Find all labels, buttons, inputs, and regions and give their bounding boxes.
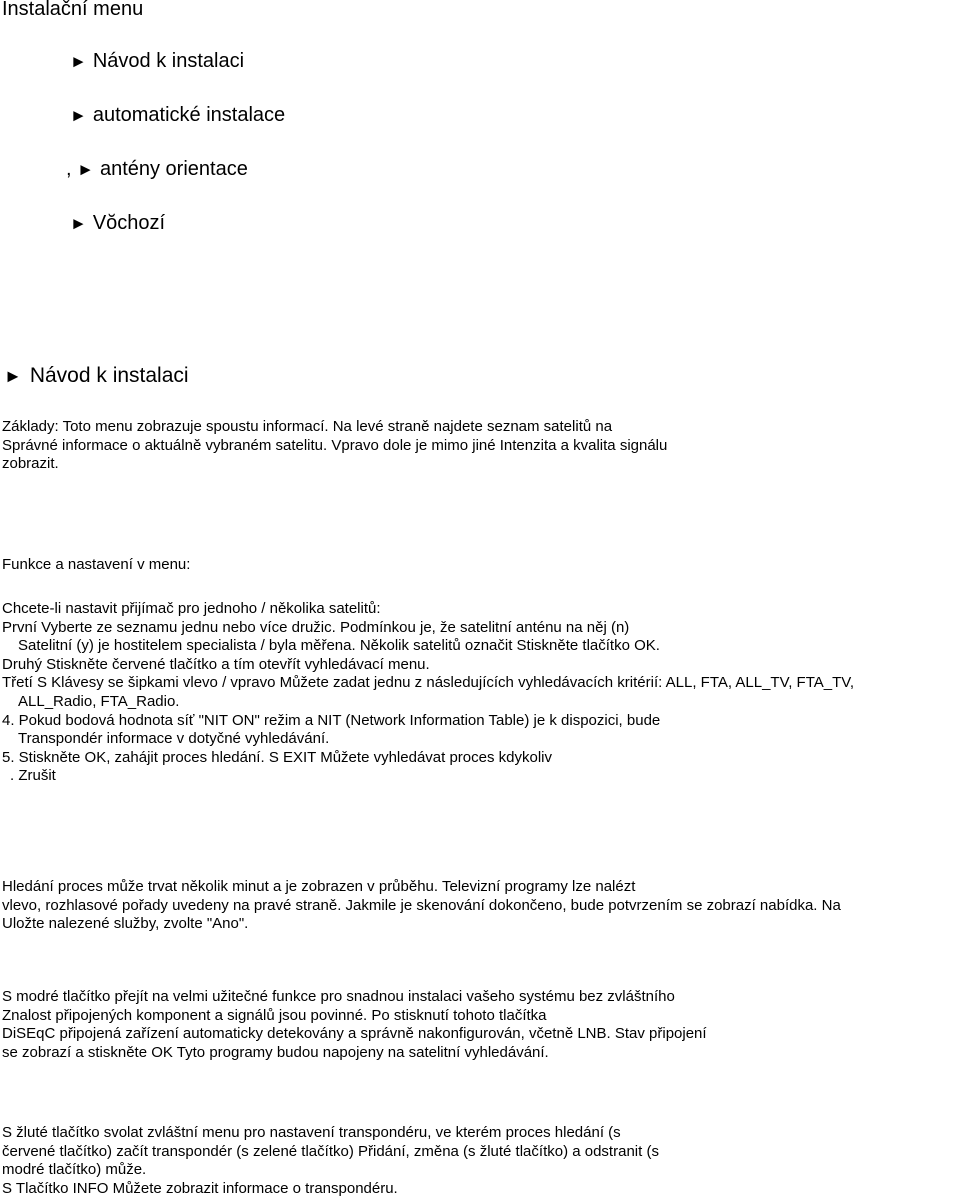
search-line: Hledání proces může trvat několik minut a je zobrazen v průběhu. Televizní programy lze nalézt xyxy=(2,878,636,895)
section-heading xyxy=(4,364,189,388)
intro-line: Správné informace o aktuálně vybraném satelitu. Vpravo dole je mimo jiné Intenzita a kvalita signálu xyxy=(2,436,668,454)
play-arrow-icon: ► xyxy=(70,214,87,233)
step-line: . Zrušit xyxy=(10,767,56,785)
play-arrow-icon: ► xyxy=(4,366,22,386)
step-line: Druhý Stiskněte červené tlačítko a tím otevřít vyhledávací menu. xyxy=(2,655,430,673)
menu-item-label: antény orientace xyxy=(99,158,248,180)
step-line: Chcete-li nastavit přijímač pro jednoho / několika satelitů: xyxy=(2,600,381,617)
menu-item-label: Návod k instalaci xyxy=(92,50,245,72)
step-line: Transpondér informace v dotyčné vyhledávání. xyxy=(18,730,330,748)
search-line: Uložte nalezené služby, zvolte "Ano". xyxy=(2,915,249,933)
menu-item-default[interactable] xyxy=(70,212,165,235)
intro-line: zobrazit. xyxy=(2,455,59,473)
step-line: První Vyberte ze seznamu jednu nebo více družic. Podmínkou je, že satelitní anténu na něj (n) xyxy=(2,618,630,636)
blue-button-paragraph xyxy=(2,988,707,1062)
yellow-line: červené tlačítko) začít transpondér (s zelené tlačítko) Přidání, změna (s žluté tlačítko) a odstranit (s xyxy=(2,1142,659,1160)
step-line: Třetí S Klávesy se šipkami vlevo / vpravo Můžete zadat jednu z následujících vyhledávacích kritérií: ALL, FTA, ALL_TV, FTA_TV, xyxy=(2,674,855,692)
blue-line: DiSEqC připojená zařízení automaticky detekovány a správně nakonfigurován, včetně LNB. Stav připojení xyxy=(2,1025,707,1043)
menu-item-prefix: , xyxy=(66,158,78,180)
yellow-line: S Tlačítko INFO Můžete zobrazit informace o transpondéru. xyxy=(2,1179,398,1197)
intro-paragraph xyxy=(2,418,667,474)
yellow-line: S žluté tlačítko svolat zvláštní menu pro nastavení transpondéru, ve kterém proces hledání (s xyxy=(2,1124,621,1141)
play-arrow-icon: ► xyxy=(70,106,87,125)
play-arrow-icon: ► xyxy=(77,160,94,179)
blue-line: se zobrazí a stiskněte OK Tyto programy budou napojeny na satelitní vyhledávání. xyxy=(2,1043,549,1061)
yellow-button-paragraph xyxy=(2,1124,659,1198)
step-line: Satelitní (y) je hostitelem specialista / byla měřena. Několik satelitů označit Stiskněte tlačítko OK. xyxy=(18,637,660,655)
intro-line: Základy: Toto menu zobrazuje spoustu informací. Na levé straně najdete seznam satelitů na xyxy=(2,418,613,435)
menu-item-installation-guide[interactable] xyxy=(70,50,244,73)
yellow-line: modré tlačítko) může. xyxy=(2,1161,147,1179)
blue-line: S modré tlačítko přejít na velmi užitečné funkce pro snadnou instalaci vašeho systému bez zvláštního xyxy=(2,988,675,1005)
menu-item-label: automatické instalace xyxy=(92,104,286,126)
section-heading-label: Návod k instalaci xyxy=(29,364,189,387)
menu-item-antenna-orientation[interactable] xyxy=(66,158,248,181)
blue-line: Znalost připojených komponent a signálů jsou povinné. Po stisknutí tohoto tlačítka xyxy=(2,1006,547,1024)
step-line: ALL_Radio, FTA_Radio. xyxy=(18,692,180,710)
step-line: 5. Stiskněte OK, zahájit proces hledání. S EXIT Můžete vyhledávat proces kdykoliv xyxy=(2,748,552,766)
menu-item-label: Vŏchozí xyxy=(92,212,166,234)
steps-list xyxy=(2,600,854,786)
search-line: vlevo, rozhlasové pořady uvedeny na pravé straně. Jakmile je skenování dokončeno, bude potvrzením se zobrazí nabídka. Na xyxy=(2,896,841,914)
menu-item-automatic-installation[interactable] xyxy=(70,104,285,127)
page-title: Instalační menu xyxy=(2,0,144,20)
functions-heading: Funkce a nastavení v menu: xyxy=(2,556,191,573)
play-arrow-icon: ► xyxy=(70,52,87,71)
step-line: 4. Pokud bodová hodnota síť "NIT ON" režim a NIT (Network Information Table) je k dispozici, bude xyxy=(2,711,661,729)
search-paragraph xyxy=(2,878,841,934)
